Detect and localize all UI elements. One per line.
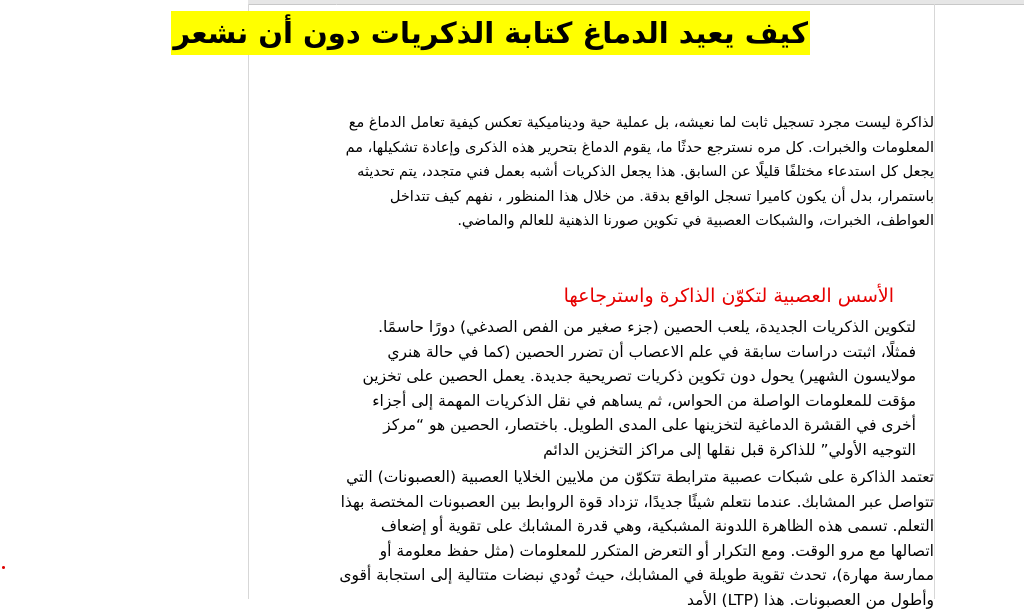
document-title: كيف يعيد الدماغ كتابة الذكريات دون أن نشعر bbox=[171, 11, 810, 55]
red-dot-marker bbox=[2, 566, 5, 569]
section-heading: الأسس العصبية لتكوّن الذاكرة واسترجاعها bbox=[563, 285, 894, 307]
left-canvas-edge bbox=[248, 4, 249, 599]
intro-paragraph: لذاكرة ليست مجرد تسجيل ثابت لما نعيشه، بل عملية حية وديناميكية تعكس كيفية تعامل الدماغ مع المعلومات والخبرات. كل مره نسترجع حدثًا ما، يقوم الدماغ بتحرير هذه الذكرى وإعادة تشكيلها، مم يجعل كل استدعاء مختلفًا قليلًا عن السابق. هذا يجعل الذكريات أشبه بعمل فني متجدد، يتم تحديثه باستمرار، بدل أن يكون كاميرا تسجل الواقع بدقة. من خلال هذا المنظور ، نفهم كيف تتداخل العواطف، الخبرات، والشبكات العصبية في تكوين صورنا الذهنية للعالم والماضي. bbox=[345, 115, 934, 229]
section-paragraph-1: لتكوين الذكريات الجديدة، يلعب الحصين (جزء صغير من الفص الصدغي) دورًا حاسمًا. فمثلًا، اثبتت دراسات سابقة في علم الاعصاب أن تضرر الحصين (كما في حالة هنري مولايسون الشهير) يحول دون تكوين ذكريات تصريحية جديدة. يعمل الحصين على تخزين مؤقت للمعلومات الواصلة من الحواس، ثم يساهم في نقل الذكريات المهمة إلى أجزاء أخرى في القشرة الدماغية لتخزينها على المدى الطويل. باختصار، الحصين هو “مركز التوجيه الأولي” للذاكرة قبل نقلها إلى مراكز التخزين الدائم bbox=[362, 318, 916, 459]
page-right-margin-line bbox=[934, 4, 935, 599]
document-page[interactable] bbox=[173, 5, 934, 609]
section-paragraph-2: تعتمد الذاكرة على شبكات عصبية مترابطة تتكوّن من ملايين الخلايا العصبية (العصبونات) التي تتواصل عبر المشابك. عندما نتعلم شيئًا جديدًا، تزداد قوة الروابط بين العصبونات المختصة بهذا التعلم. تسمى هذه الظاهرة اللدونة المشبكية، وهي قدرة المشابك على تقوية أو إضعاف اتصالها مع مرو الوقت. ومع التكرار أو التعرض المتكرر للمعلومات (مثل حفظ معلومة أو ممارسة مهارة)، تحدث تقوية طويلة في المشابك، حيث تُودي نبضات متتالية إلى استجابة أقوى وأطول من العصبونات. هذا (LTP) الأمد bbox=[339, 468, 934, 609]
